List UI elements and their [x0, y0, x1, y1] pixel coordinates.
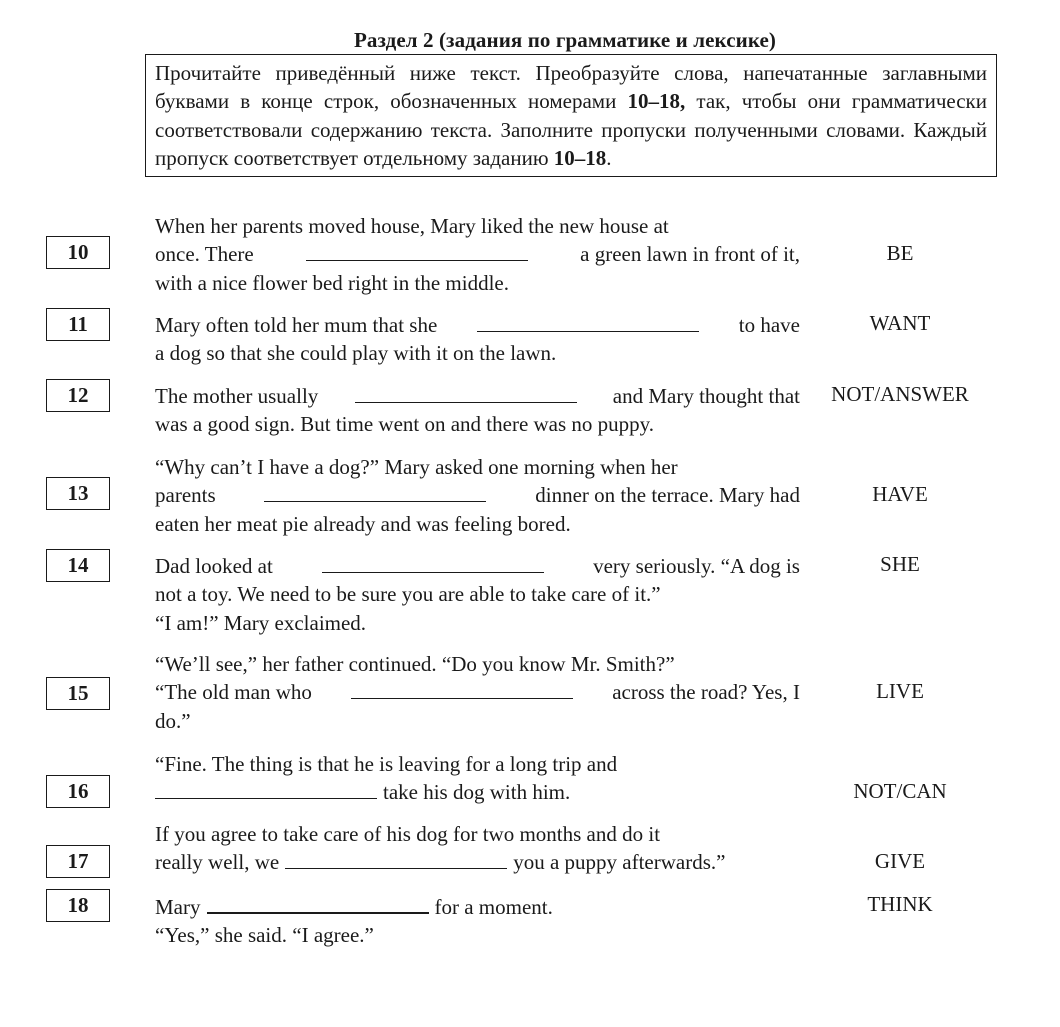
answer-blank[interactable] [207, 892, 429, 914]
text-segment: parents [155, 483, 216, 508]
text-line: not a toy. We need to be sure you are able to take care of it.” [155, 582, 661, 607]
text-segment: to have [738, 313, 800, 337]
answer-blank[interactable] [155, 778, 377, 799]
task-text [155, 552, 800, 637]
task-text [155, 650, 800, 735]
answer-blank[interactable] [285, 848, 507, 869]
task-number: 15 [46, 677, 110, 710]
task-number: 16 [46, 775, 110, 808]
task-text [155, 382, 800, 439]
task-text [155, 820, 800, 877]
text-line: “Fine. The thing is that he is leaving for a long trip and [155, 752, 618, 776]
text-segment: Mary [155, 895, 201, 919]
task-text [155, 453, 800, 538]
answer-blank[interactable] [306, 240, 528, 261]
text-segment: Dad looked at [155, 554, 273, 578]
answer-blank[interactable] [264, 481, 486, 502]
instruction-text: так, чтобы они грамматически соответствовали содержанию текста. Заполните пропуски полученными словами. Каждый пропуск соответствует отдельному заданию [155, 89, 987, 171]
text-segment: across the road? Yes, I [612, 680, 800, 705]
text-line [155, 892, 800, 921]
text-line: “We’ll see,” her father continued. “Do you know Mr. Smith?” [155, 652, 675, 676]
task-number: 14 [46, 549, 110, 582]
text-line [155, 311, 800, 339]
text-segment: take his dog with him. [383, 780, 571, 805]
text-line [155, 552, 800, 580]
text-segment: very seriously. “A dog is [593, 554, 800, 578]
task-number: 11 [46, 308, 110, 341]
transform-word: NOT/CAN [853, 779, 947, 803]
text-segment: really well, we [155, 850, 280, 875]
transform-word: SHE [880, 552, 920, 576]
text-segment: a green lawn in front of it, [580, 242, 800, 267]
section-title: Раздел 2 (задания по грамматике и лексике) [353, 28, 777, 52]
text-line: a dog so that she could play with it on the lawn. [155, 341, 557, 366]
text-line [155, 778, 800, 806]
transform-word: THINK [867, 892, 933, 916]
text-line: “I am!” Mary exclaimed. [155, 610, 367, 635]
answer-blank[interactable] [477, 311, 699, 332]
transform-word: LIVE [876, 679, 924, 703]
transform-word: WANT [869, 311, 931, 335]
answer-blank[interactable] [355, 382, 577, 403]
text-segment: you a puppy afterwards.” [513, 850, 726, 875]
task-text [155, 892, 800, 950]
transform-word: HAVE [872, 482, 928, 506]
transform-word: GIVE [874, 849, 926, 873]
text-line: If you agree to take care of his dog for two months and do it [155, 822, 661, 846]
text-line [155, 240, 800, 268]
answer-blank[interactable] [351, 678, 573, 699]
task-number: 18 [46, 889, 110, 922]
instruction-range: 10–18 [553, 146, 607, 171]
text-line: When her parents moved house, Mary liked the new house at [155, 214, 669, 238]
task-text [155, 311, 800, 368]
instruction-text: . [606, 146, 612, 171]
text-line: eaten her meat pie already and was feeling bored. [155, 511, 571, 536]
task-number: 17 [46, 845, 110, 878]
text-line: “Yes,” she said. “I agree.” [155, 923, 374, 948]
task-number: 13 [46, 477, 110, 510]
text-line: was a good sign. But time went on and there was no puppy. [155, 412, 655, 437]
text-segment: once. There [155, 242, 254, 267]
text-segment: Mary often told her mum that she [155, 313, 438, 337]
text-segment: and Mary thought that [612, 384, 800, 408]
transform-word: BE [886, 241, 914, 265]
instruction-range: 10–18, [627, 89, 686, 114]
text-segment: The mother usually [155, 384, 319, 408]
text-line [155, 481, 800, 509]
text-segment: for a moment. [434, 895, 553, 919]
transform-word: NOT/ANSWER [831, 382, 969, 406]
text-segment: dinner on the terrace. Mary had [535, 483, 800, 508]
task-text [155, 750, 800, 807]
text-line [155, 848, 800, 876]
text-line [155, 678, 800, 706]
text-line: with a nice flower bed right in the middle. [155, 270, 509, 295]
text-segment: “The old man who [155, 680, 312, 705]
text-line: “Why can’t I have a dog?” Mary asked one morning when her [155, 455, 678, 479]
text-line: do.” [155, 708, 191, 733]
task-text [155, 212, 800, 297]
instruction-text: Прочитайте приведённый ниже текст. Преобразуйте слова, напечатанные заглавными буквами в конце строк, обозначенных номерами [155, 61, 987, 114]
instruction-box [145, 54, 997, 177]
task-number: 10 [46, 236, 110, 269]
answer-blank[interactable] [322, 552, 544, 573]
text-line [155, 382, 800, 410]
task-number: 12 [46, 379, 110, 412]
